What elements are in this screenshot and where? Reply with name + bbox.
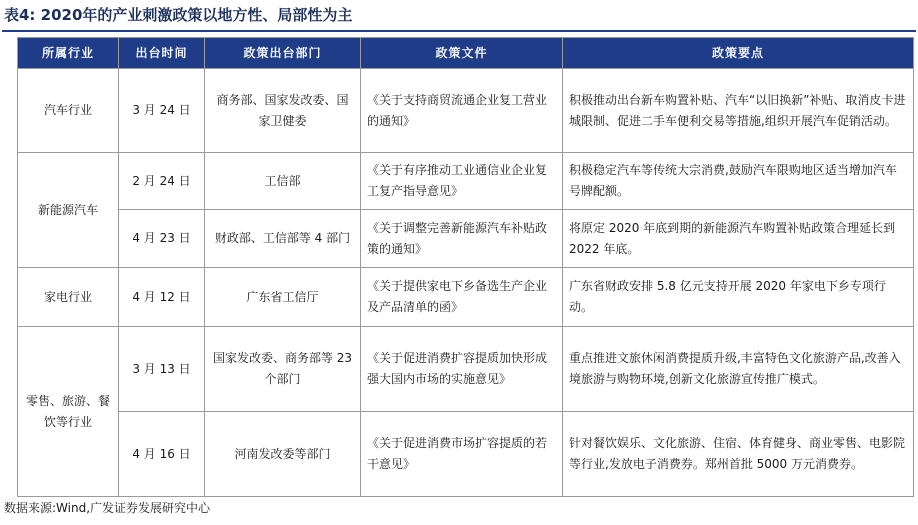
date-cell: 2 月 24 日 xyxy=(119,153,205,210)
table-row xyxy=(18,69,914,153)
column-header-date: 出台时间 xyxy=(119,38,205,69)
date-cell: 3 月 13 日 xyxy=(119,327,205,412)
department-cell: 河南发改委等部门 xyxy=(205,412,361,497)
date-cell: 4 月 16 日 xyxy=(119,412,205,497)
department-cell: 国家发改委、商务部等 23 个部门 xyxy=(205,327,361,412)
department-cell: 财政部、工信部等 4 部门 xyxy=(205,210,361,268)
department-cell: 广东省工信厅 xyxy=(205,268,361,327)
table-row xyxy=(18,210,914,268)
date-cell: 4 月 23 日 xyxy=(119,210,205,268)
key-points-cell: 重点推进文旅休闲消费提质升级,丰富特色文化旅游产品,改善入境旅游与购物环境,创新文化旅游宣传推广模式。 xyxy=(563,327,914,412)
header-row xyxy=(18,38,914,69)
column-header-document: 政策文件 xyxy=(361,38,563,69)
industry-cell: 新能源汽车 xyxy=(18,153,119,268)
policy-table xyxy=(17,37,914,497)
industry-cell: 家电行业 xyxy=(18,268,119,327)
source-note: 数据来源:Wind,广发证券发展研究中心 xyxy=(4,501,211,515)
department-cell: 工信部 xyxy=(205,153,361,210)
table-row xyxy=(18,153,914,210)
document-cell: 《关于促进消费扩容提质加快形成强大国内市场的实施意见》 xyxy=(361,327,563,412)
key-points-cell: 积极推动出台新车购置补贴、汽车“以旧换新”补贴、取消皮卡进城限制、促进二手车便利交易等措施,组织开展汽车促销活动。 xyxy=(563,69,914,153)
document-cell: 《关于调整完善新能源汽车补贴政策的通知》 xyxy=(361,210,563,268)
column-header-key-points: 政策要点 xyxy=(563,38,914,69)
column-header-industry: 所属行业 xyxy=(18,38,119,69)
table-row xyxy=(18,327,914,412)
key-points-cell: 针对餐饮娱乐、文化旅游、住宿、体育健身、商业零售、电影院等行业,发放电子消费券。郑州首批 5000 万元消费券。 xyxy=(563,412,914,497)
table-row xyxy=(18,268,914,327)
key-points-cell: 广东省财政安排 5.8 亿元支持开展 2020 年家电下乡专项行动。 xyxy=(563,268,914,327)
industry-cell: 汽车行业 xyxy=(18,69,119,153)
key-points-cell: 积极稳定汽车等传统大宗消费,鼓励汽车限购地区适当增加汽车号牌配额。 xyxy=(563,153,914,210)
table-row xyxy=(18,412,914,497)
date-cell: 4 月 12 日 xyxy=(119,268,205,327)
document-cell: 《关于支持商贸流通企业复工营业的通知》 xyxy=(361,69,563,153)
document-cell: 《关于有序推动工业通信业企业复工复产指导意见》 xyxy=(361,153,563,210)
document-cell: 《关于促进消费市场扩容提质的若干意见》 xyxy=(361,412,563,497)
document-cell: 《关于提供家电下乡备选生产企业及产品清单的函》 xyxy=(361,268,563,327)
department-cell: 商务部、国家发改委、国家卫健委 xyxy=(205,69,361,153)
industry-cell: 零售、旅游、餐饮等行业 xyxy=(18,327,119,497)
column-header-department: 政策出台部门 xyxy=(205,38,361,69)
title-divider xyxy=(2,30,916,32)
table-title: 表4: 2020年的产业刺激政策以地方性、局部性为主 xyxy=(4,6,353,24)
date-cell: 3 月 24 日 xyxy=(119,69,205,153)
key-points-cell: 将原定 2020 年底到期的新能源汽车购置补贴政策合理延长到 2022 年底。 xyxy=(563,210,914,268)
